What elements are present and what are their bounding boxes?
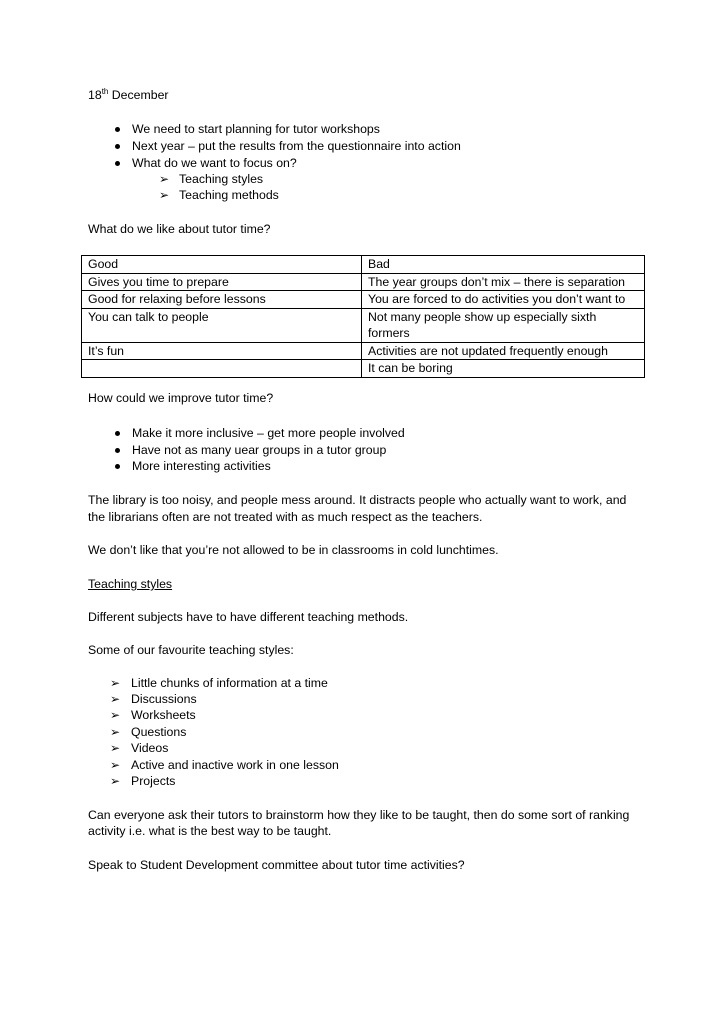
favourite-style-text: Little chunks of information at a time — [131, 676, 328, 690]
arrow-bullet-icon: ➢ — [110, 725, 121, 739]
date-month: December — [111, 88, 169, 102]
intro-bullet-text: Next year – put the results from the questionnaire into action — [132, 139, 461, 153]
brainstorm-para-line: Can everyone ask their tutors to brainstorm how they like to be taught, then do some sort of ranking — [88, 808, 630, 822]
arrow-bullet-icon: ➢ — [110, 774, 121, 788]
date-heading — [88, 87, 169, 104]
classroom-para: We don’t like that you’re not allowed to be in classrooms in cold lunchtimes. — [88, 543, 499, 557]
arrow-bullet-icon: ➢ — [159, 188, 170, 202]
intro-bullet-text: What do we want to focus on? — [132, 156, 297, 170]
date-day: 18 — [88, 88, 102, 102]
focus-subitem-text: Teaching styles — [179, 172, 264, 186]
favourite-style-text: Projects — [131, 774, 176, 788]
library-para-line: The library is too noisy, and people mess around. It distracts people who actually want to work, and — [88, 493, 627, 507]
table-cell-bad: The year groups don’t mix – there is separation — [362, 273, 645, 291]
good-bad-table — [81, 255, 645, 378]
table-cell-good: Gives you time to prepare — [82, 273, 362, 291]
arrow-bullet-icon: ➢ — [159, 172, 170, 186]
arrow-bullet-icon: ➢ — [110, 676, 121, 690]
table-cell-bad: Not many people show up especially sixth formers — [362, 308, 645, 342]
bullet-dot-icon — [115, 448, 120, 453]
arrow-bullet-icon: ➢ — [110, 692, 121, 706]
arrow-bullet-icon: ➢ — [110, 708, 121, 722]
favourite-style-text: Discussions — [131, 692, 197, 706]
closing-para: Speak to Student Development committee about tutor time activities? — [88, 858, 465, 872]
favourite-style-text: Worksheets — [131, 708, 196, 722]
date-suffix: th — [101, 87, 109, 96]
library-para-line: the librarians often are not treated with as much respect as the teachers. — [88, 510, 483, 524]
table-row — [82, 291, 645, 309]
arrow-bullet-icon: ➢ — [110, 758, 121, 772]
table-cell-good: It’s fun — [82, 342, 362, 360]
bullet-dot-icon — [115, 161, 120, 166]
table-row — [82, 342, 645, 360]
bullet-dot-icon — [115, 127, 120, 132]
table-cell-good: You can talk to people — [82, 308, 362, 342]
brainstorm-para-line: activity i.e. what is the best way to be taught. — [88, 824, 332, 838]
favourite-style-text: Active and inactive work in one lesson — [131, 758, 339, 772]
table-header-row — [82, 256, 645, 274]
subjects-para: Different subjects have to have different teaching methods. — [88, 610, 409, 624]
favourite-style-text: Questions — [131, 725, 187, 739]
intro-bullet-text: We need to start planning for tutor workshops — [132, 122, 380, 136]
like-question: What do we like about tutor time? — [88, 222, 271, 236]
favourite-style-text: Videos — [131, 741, 169, 755]
favourites-intro: Some of our favourite teaching styles: — [88, 643, 294, 657]
improve-bullet-text: Make it more inclusive – get more people involved — [132, 426, 405, 440]
arrow-bullet-icon: ➢ — [110, 741, 121, 755]
table-cell-good — [82, 360, 362, 378]
bullet-dot-icon — [115, 464, 120, 469]
bullet-dot-icon — [115, 144, 120, 149]
table-cell-bad: You are forced to do activities you don’t want to — [362, 291, 645, 309]
table-cell-good: Good for relaxing before lessons — [82, 291, 362, 309]
bullet-dot-icon — [115, 431, 120, 436]
table-cell-bad: It can be boring — [362, 360, 645, 378]
improve-bullet-text: More interesting activities — [132, 459, 271, 473]
table-header-bad: Bad — [362, 256, 645, 274]
improve-question: How could we improve tutor time? — [88, 391, 274, 405]
table-header-good: Good — [82, 256, 362, 274]
improve-bullet-text: Have not as many uear groups in a tutor group — [132, 443, 387, 457]
table-cell-bad: Activities are not updated frequently enough — [362, 342, 645, 360]
table-row — [82, 308, 645, 342]
table-row — [82, 273, 645, 291]
teaching-styles-heading: Teaching styles — [88, 577, 173, 591]
focus-subitem-text: Teaching methods — [179, 188, 279, 202]
table-row — [82, 360, 645, 378]
